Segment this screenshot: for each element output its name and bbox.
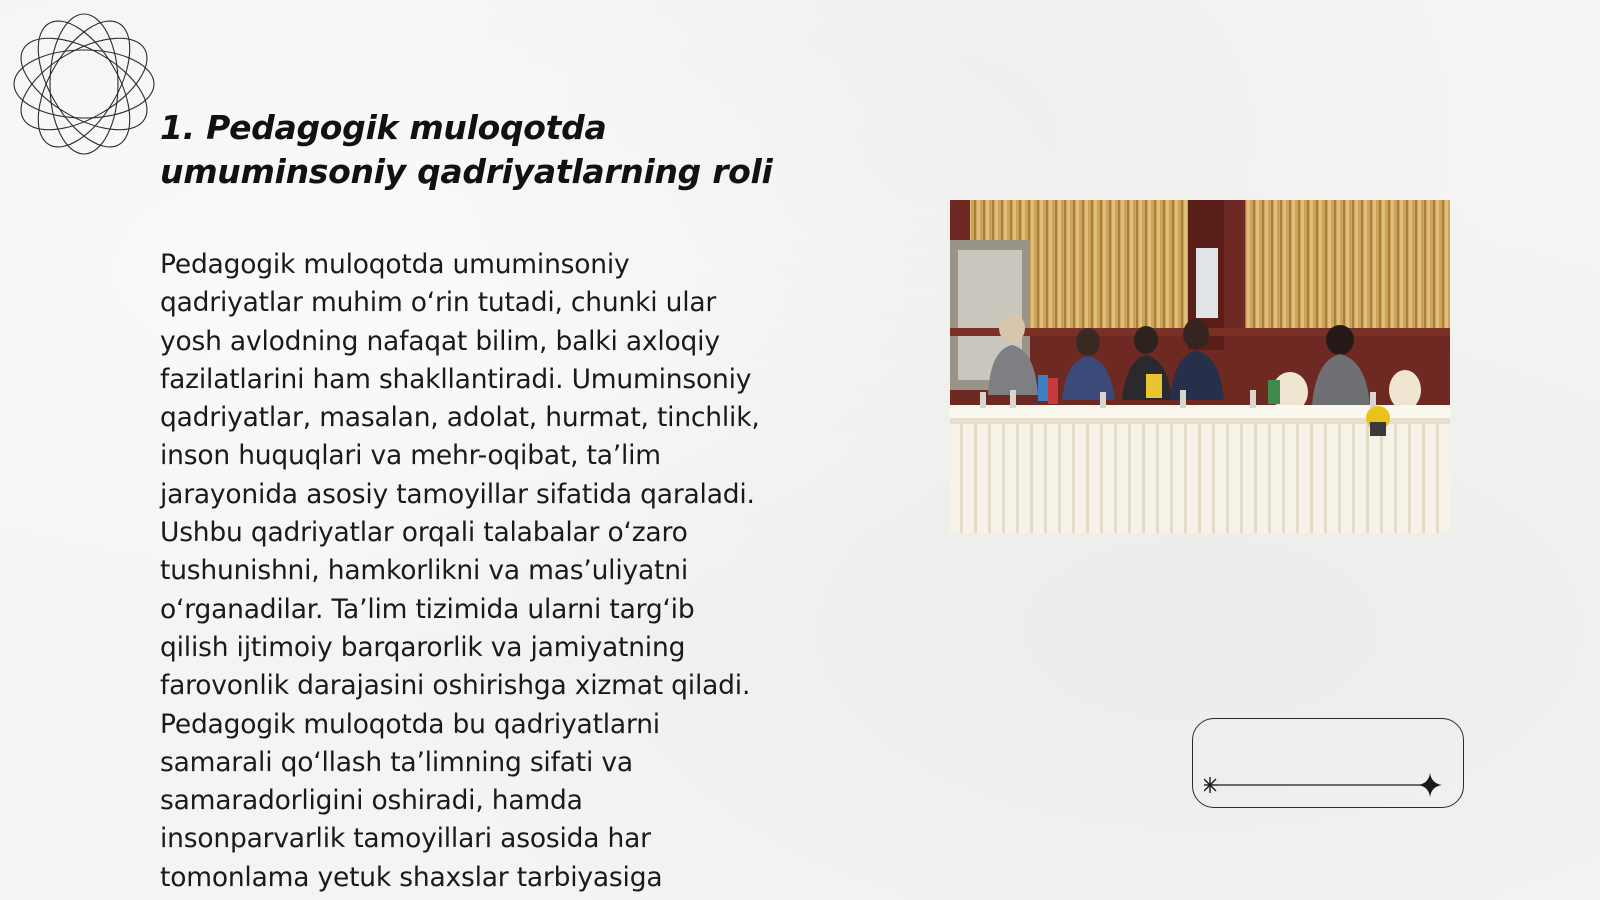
sparkle-icon — [1204, 777, 1218, 793]
body-line: yosh avlodning nafaqat bilim, balki axloqiy — [160, 325, 720, 357]
decorative-line — [1204, 770, 1444, 800]
body-line: farovonlik darajasini oshirishga xizmat qiladi. — [160, 670, 751, 702]
slide-title — [160, 106, 860, 194]
four-point-star-icon — [1418, 773, 1442, 797]
title-line: 1. Pedagogik muloqotda — [160, 108, 607, 147]
body-line: qadriyatlar, masalan, adolat, hurmat, tinchlik, — [160, 402, 760, 434]
title-line: umuminsoniy qadriyatlarning roli — [160, 152, 773, 191]
body-line: insonparvarlik tamoyillari asosida har — [160, 823, 651, 855]
body-paragraph — [160, 246, 860, 897]
orbit-rings-ornament-icon — [10, 10, 158, 158]
body-line: qilish ijtimoiy barqarorlik va jamiyatning — [160, 631, 686, 663]
body-line: o‘rganadilar. Ta’lim tizimida ularni targ‘ib — [160, 593, 695, 625]
body-line: Ushbu qadriyatlar orqali talabalar o‘zaro — [160, 517, 688, 549]
body-line: jarayonida asosiy tamoyillar sifatida qaraladi. — [160, 478, 755, 510]
body-line: qadriyatlar muhim o‘rin tutadi, chunki ular — [160, 287, 717, 319]
body-line: samarali qo‘llash ta’limning sifati va — [160, 746, 633, 778]
body-line: inson huquqlari va mehr-oqibat, ta’lim — [160, 440, 661, 472]
conference-photo — [950, 200, 1450, 533]
body-line: Pedagogik muloqotda umuminsoniy — [160, 249, 630, 280]
body-line: tushunishni, hamkorlikni va mas’uliyatni — [160, 555, 688, 587]
body-line: Pedagogik muloqotda bu qadriyatlarni — [160, 708, 660, 740]
photo-curtain-right — [1245, 200, 1450, 330]
body-line: tomonlama yetuk shaxslar tarbiyasiga — [160, 861, 663, 893]
body-line: samaradorligini oshiradi, hamda — [160, 785, 583, 817]
body-line: fazilatlarini ham shakllantiradi. Umuminsoniy — [160, 363, 752, 395]
